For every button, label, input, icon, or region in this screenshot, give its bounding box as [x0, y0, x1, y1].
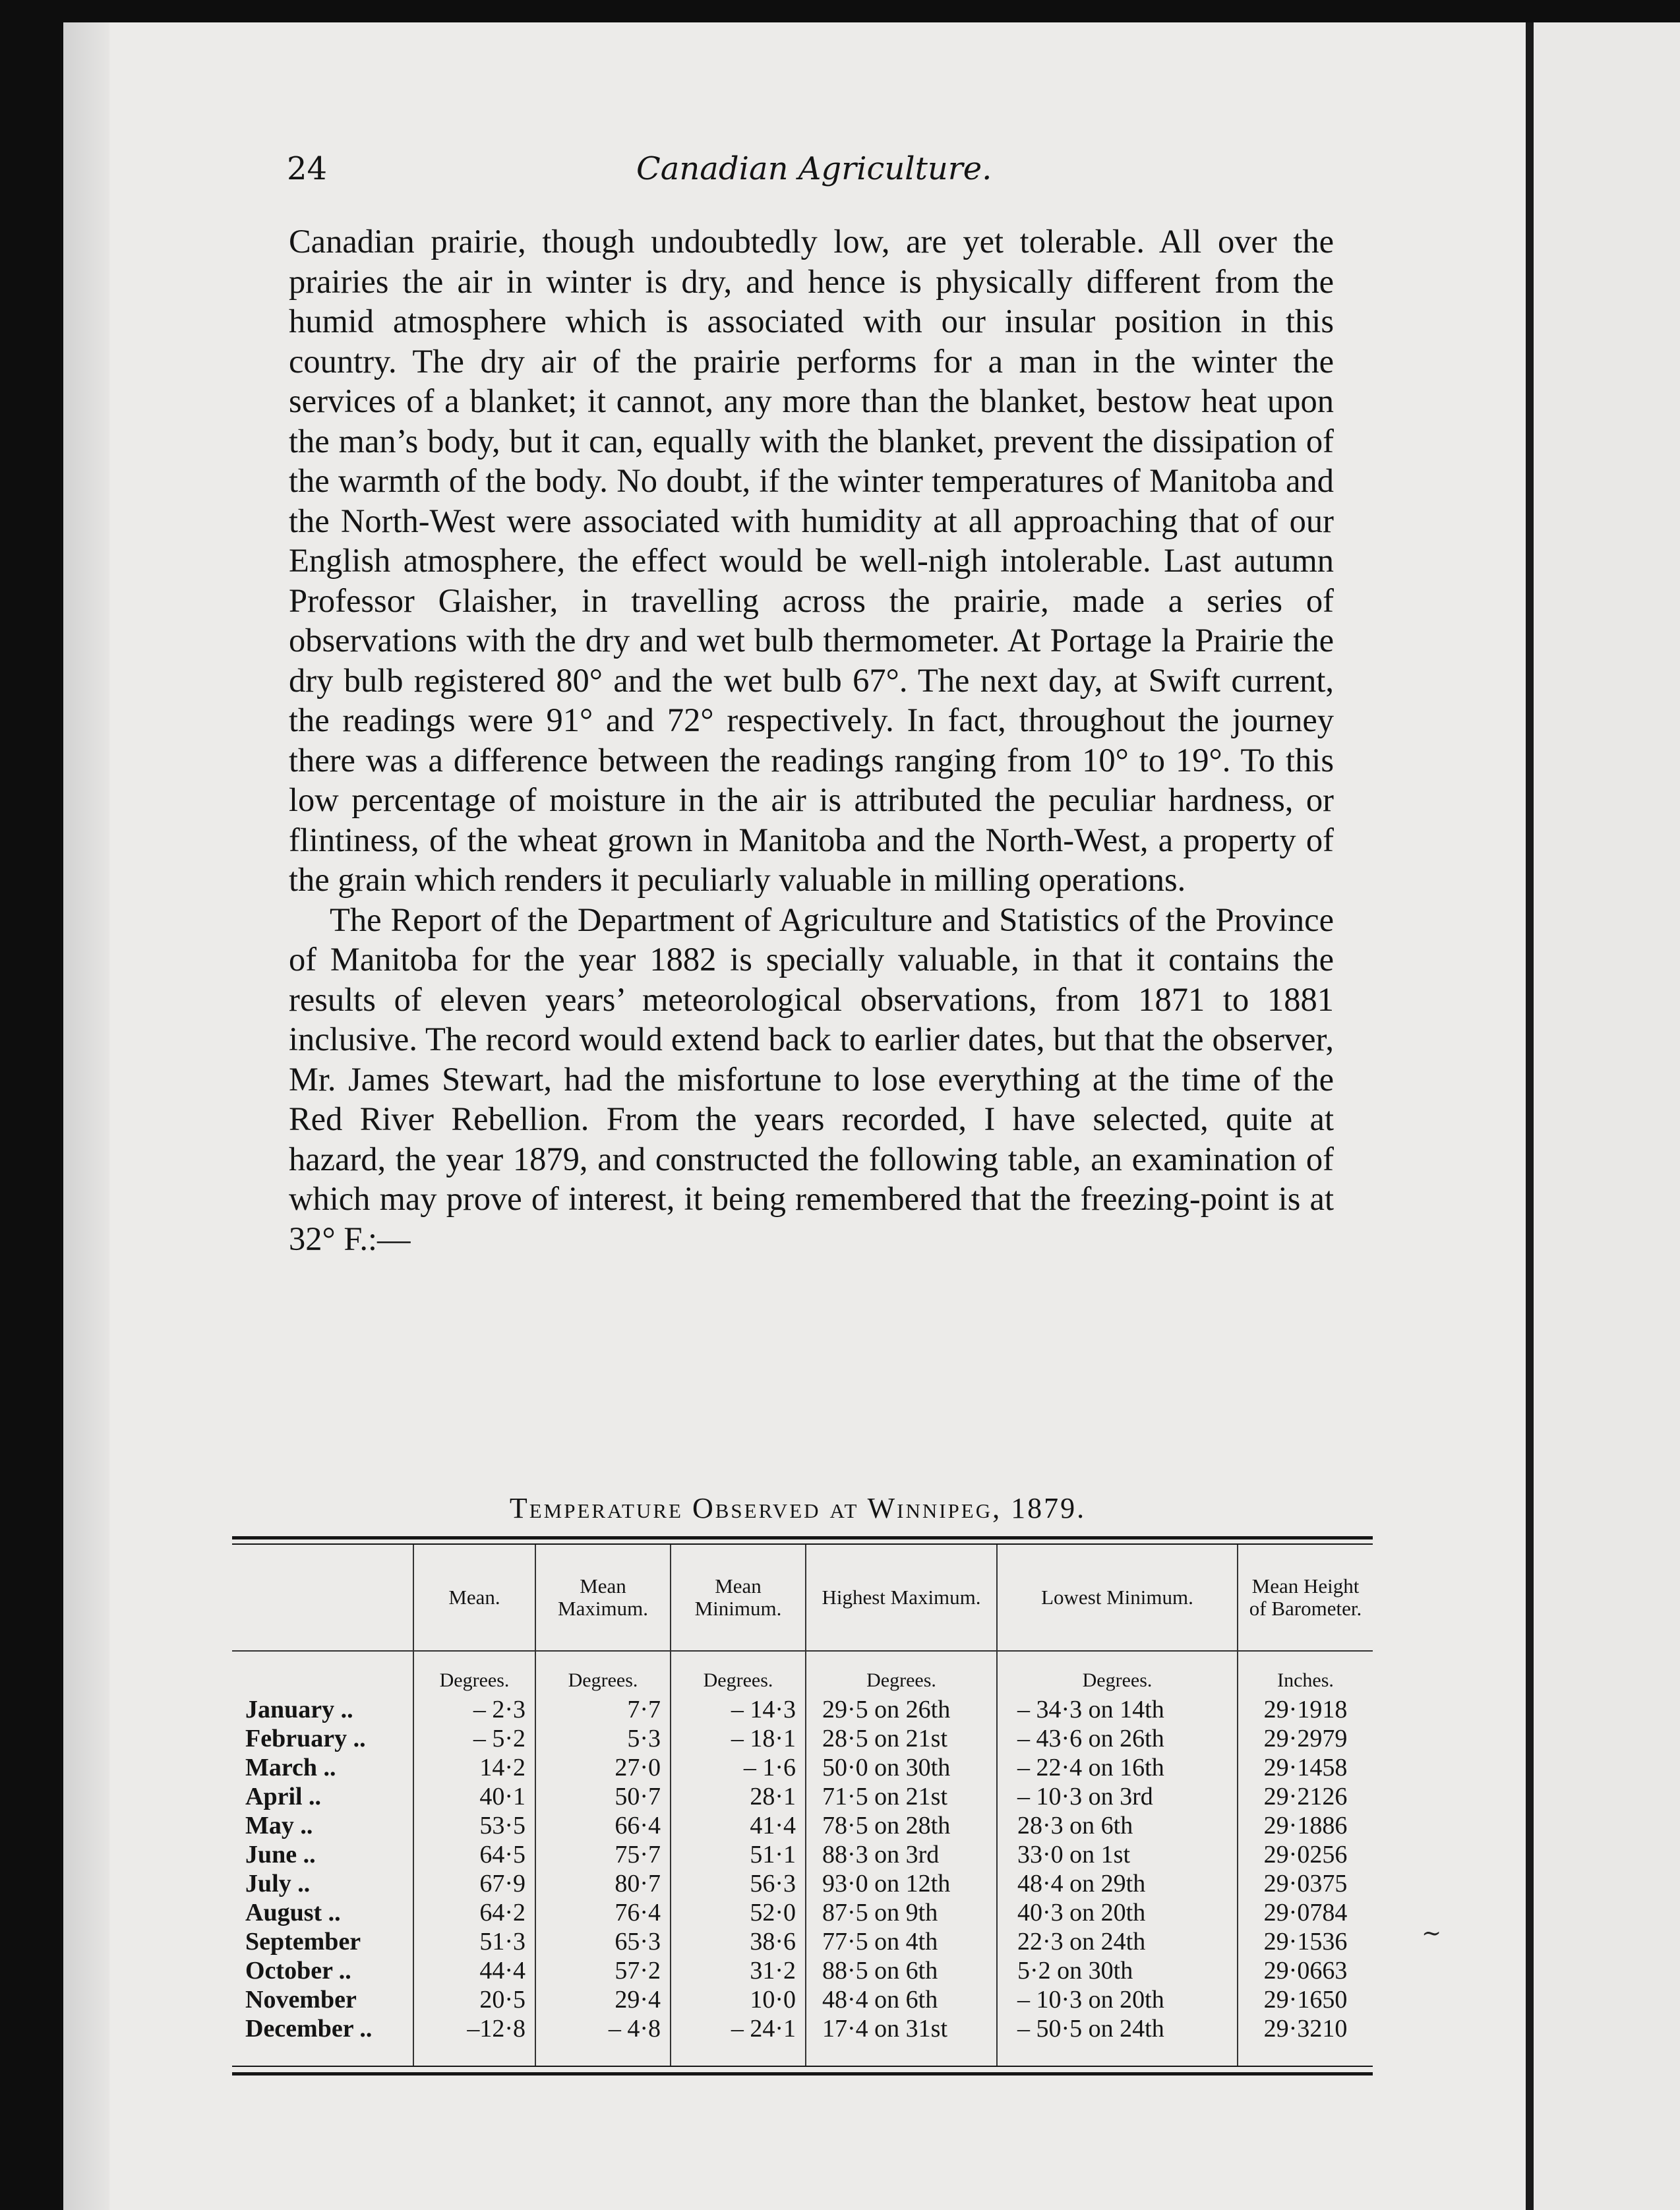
mean-max-cell: 57·2	[535, 1956, 671, 1985]
page-number: 24	[287, 150, 328, 187]
highest-max-cell: 29·5 on 26th	[806, 1695, 997, 1724]
gutter-shadow	[63, 22, 109, 2210]
mean-max-cell: 75·7	[535, 1840, 671, 1869]
table-row	[232, 1956, 1373, 1985]
mean-cell: – 2·3	[413, 1695, 535, 1724]
facing-page-edge	[1526, 22, 1680, 2210]
lowest-min-cell: 40·3 on 20th	[997, 1898, 1238, 1927]
month-cell: May ..	[245, 1812, 313, 1839]
mean-min-cell: – 24·1	[671, 2014, 806, 2066]
units-row	[232, 1651, 1373, 1695]
highest-max-cell: 17·4 on 31st	[806, 2014, 997, 2066]
table-row	[232, 1985, 1373, 2014]
mean-cell: 40·1	[413, 1782, 535, 1811]
mean-cell: 67·9	[413, 1869, 535, 1898]
highest-max-cell: 77·5 on 4th	[806, 1927, 997, 1956]
barometer-cell: 29·0663	[1238, 1956, 1373, 1985]
lowest-min-cell: 5·2 on 30th	[997, 1956, 1238, 1985]
mean-max-cell: 80·7	[535, 1869, 671, 1898]
month-cell: January ..	[245, 1696, 353, 1723]
table-row	[232, 1811, 1373, 1840]
column-header: Highest Maximum.	[806, 1545, 997, 1651]
column-header: Mean Minimum.	[671, 1545, 806, 1651]
unit-label: Degrees.	[535, 1651, 671, 1695]
table-row	[232, 2014, 1373, 2066]
month-cell: August ..	[245, 1899, 341, 1926]
highest-max-cell: 87·5 on 9th	[806, 1898, 997, 1927]
lowest-min-cell: – 50·5 on 24th	[997, 2014, 1238, 2066]
mean-max-cell: 65·3	[535, 1927, 671, 1956]
lowest-min-cell: 33·0 on 1st	[997, 1840, 1238, 1869]
table-row	[232, 1898, 1373, 1927]
table-row	[232, 1724, 1373, 1753]
highest-max-cell: 88·5 on 6th	[806, 1956, 997, 1985]
highest-max-cell: 28·5 on 21st	[806, 1724, 997, 1753]
barometer-cell: 29·0256	[1238, 1840, 1373, 1869]
month-cell: December ..	[245, 2015, 373, 2043]
paragraph-report: The Report of the Department of Agriculture and Statistics of the Province of Manitoba for the year 1882 is specially valuable, in that it contains the results of eleven years’ meteorological observations, from 1871 to 1881 inclusive. The record would extend back to earlier dates, but that the observer, Mr. James Stewart, had the misfortune to lose everything at the time of the Red River Rebellion. From the years recorded, I have selected, quite at hazard, the year 1879, and constructed the following table, an examination of which may prove of interest, it being remembered that the freezing-point is at 32° F.:—	[289, 901, 1334, 1257]
mean-min-cell: 38·6	[671, 1927, 806, 1956]
month-cell: June ..	[245, 1841, 316, 1868]
month-cell: April ..	[245, 1783, 322, 1810]
mean-max-cell: 5·3	[535, 1724, 671, 1753]
table-row	[232, 1695, 1373, 1724]
month-cell: October ..	[245, 1957, 351, 1985]
table-row	[232, 1927, 1373, 1956]
column-header: Mean.	[413, 1545, 535, 1651]
mean-min-cell: 31·2	[671, 1956, 806, 1985]
table-title: Temperature Observed at Winnipeg, 1879.	[509, 1492, 1087, 1524]
mean-cell: 14·2	[413, 1753, 535, 1782]
mean-min-cell: 41·4	[671, 1811, 806, 1840]
table-row	[232, 1753, 1373, 1782]
highest-max-cell: 48·4 on 6th	[806, 1985, 997, 2014]
mean-cell: 51·3	[413, 1927, 535, 1956]
mean-min-cell: 28·1	[671, 1782, 806, 1811]
barometer-cell: 29·1918	[1238, 1695, 1373, 1724]
table-bottom-rules	[232, 2066, 1373, 2076]
mean-min-cell: 56·3	[671, 1869, 806, 1898]
month-cell: September	[245, 1928, 361, 1956]
column-header: Mean Maximum.	[535, 1545, 671, 1651]
mean-min-cell: 51·1	[671, 1840, 806, 1869]
mean-min-cell: – 14·3	[671, 1695, 806, 1724]
mean-cell: 64·2	[413, 1898, 535, 1927]
paragraph-continued: Canadian prairie, though undoubtedly low, are yet tolerable. All over the prairies the air in winter is dry, and hence is physically different from the humid atmosphere which is associated with our insular position in this country. The dry air of the prairie performs for a man in the winter the services of a blanket; it cannot, any more than the blanket, bestow heat upon the man’s body, but it can, equally with the blanket, prevent the dissipation of the warmth of the body. No doubt, if the winter temperatures of Manitoba and the North-West were associated with humidity at all approaching that of our English atmosphere, the effect would be well-nigh intolerable. Last autumn Professor Glaisher, in travelling across the prairie, made a series of observations with the dry and wet bulb thermometer. At Portage la Prairie the dry bulb registered 80° and the wet bulb 67°. The next day, at Swift current, the readings were 91° and 72° respectively. In fact, throughout the journey there was a difference between the readings ranging from 10° to 19°. To this low percentage of moisture in the air is attributed the peculiar hardness, or flintiness, of the wheat grown in Manitoba and the North-West, a property of the grain which renders it peculiarly valuable in milling operations.	[289, 223, 1334, 898]
mean-max-cell: 50·7	[535, 1782, 671, 1811]
climate-table	[232, 1545, 1373, 2066]
unit-label: Degrees.	[671, 1651, 806, 1695]
barometer-cell: 29·1458	[1238, 1753, 1373, 1782]
highest-max-cell: 93·0 on 12th	[806, 1869, 997, 1898]
month-cell: February ..	[245, 1725, 366, 1752]
month-cell: July ..	[245, 1870, 311, 1897]
highest-max-cell: 88·3 on 3rd	[806, 1840, 997, 1869]
mean-max-cell: 27·0	[535, 1753, 671, 1782]
barometer-cell: 29·1536	[1238, 1927, 1373, 1956]
table-top-rule	[232, 1536, 1373, 1539]
unit-label: Degrees.	[806, 1651, 997, 1695]
mean-cell: 20·5	[413, 1985, 535, 2014]
barometer-cell: 29·2126	[1238, 1782, 1373, 1811]
month-column-header	[232, 1545, 413, 1651]
month-cell: November	[245, 1986, 357, 2014]
body-text	[289, 222, 1334, 1259]
running-title: Canadian Agriculture.	[636, 150, 992, 187]
mean-min-cell: 52·0	[671, 1898, 806, 1927]
mean-cell: 44·4	[413, 1956, 535, 1985]
barometer-cell: 29·0784	[1238, 1898, 1373, 1927]
mean-max-cell: 7·7	[535, 1695, 671, 1724]
column-header: Mean Height of Barometer.	[1238, 1545, 1373, 1651]
lowest-min-cell: – 22·4 on 16th	[997, 1753, 1238, 1782]
mean-max-cell: 66·4	[535, 1811, 671, 1840]
barometer-cell: 29·0375	[1238, 1869, 1373, 1898]
barometer-cell: 29·2979	[1238, 1724, 1373, 1753]
table-row	[232, 1782, 1373, 1811]
mean-max-cell: 29·4	[535, 1985, 671, 2014]
mean-cell: –12·8	[413, 2014, 535, 2066]
highest-max-cell: 71·5 on 21st	[806, 1782, 997, 1811]
lowest-min-cell: – 34·3 on 14th	[997, 1695, 1238, 1724]
mean-min-cell: – 18·1	[671, 1724, 806, 1753]
table-row	[232, 1869, 1373, 1898]
lowest-min-cell: 28·3 on 6th	[997, 1811, 1238, 1840]
mean-max-cell: – 4·8	[535, 2014, 671, 2066]
unit-label: Degrees.	[413, 1651, 535, 1695]
unit-label: Inches.	[1238, 1651, 1373, 1695]
barometer-cell: 29·3210	[1238, 2014, 1373, 2066]
barometer-cell: 29·1650	[1238, 1985, 1373, 2014]
lowest-min-cell: – 10·3 on 20th	[997, 1985, 1238, 2014]
mean-min-cell: 10·0	[671, 1985, 806, 2014]
highest-max-cell: 78·5 on 28th	[806, 1811, 997, 1840]
lowest-min-cell: 48·4 on 29th	[997, 1869, 1238, 1898]
mean-max-cell: 76·4	[535, 1898, 671, 1927]
lowest-min-cell: – 43·6 on 26th	[997, 1724, 1238, 1753]
barometer-cell: 29·1886	[1238, 1811, 1373, 1840]
margin-mark: ~	[1422, 1920, 1442, 1947]
column-header: Lowest Minimum.	[997, 1545, 1238, 1651]
highest-max-cell: 50·0 on 30th	[806, 1753, 997, 1782]
mean-cell: 53·5	[413, 1811, 535, 1840]
temperature-table	[232, 1536, 1373, 2076]
table-row	[232, 1840, 1373, 1869]
lowest-min-cell: 22·3 on 24th	[997, 1927, 1238, 1956]
mean-min-cell: – 1·6	[671, 1753, 806, 1782]
unit-label: Degrees.	[997, 1651, 1238, 1695]
lowest-min-cell: – 10·3 on 3rd	[997, 1782, 1238, 1811]
month-cell: March ..	[245, 1754, 336, 1781]
mean-cell: 64·5	[413, 1840, 535, 1869]
table-header-row	[232, 1545, 1373, 1651]
mean-cell: – 5·2	[413, 1724, 535, 1753]
running-header	[287, 150, 1335, 190]
